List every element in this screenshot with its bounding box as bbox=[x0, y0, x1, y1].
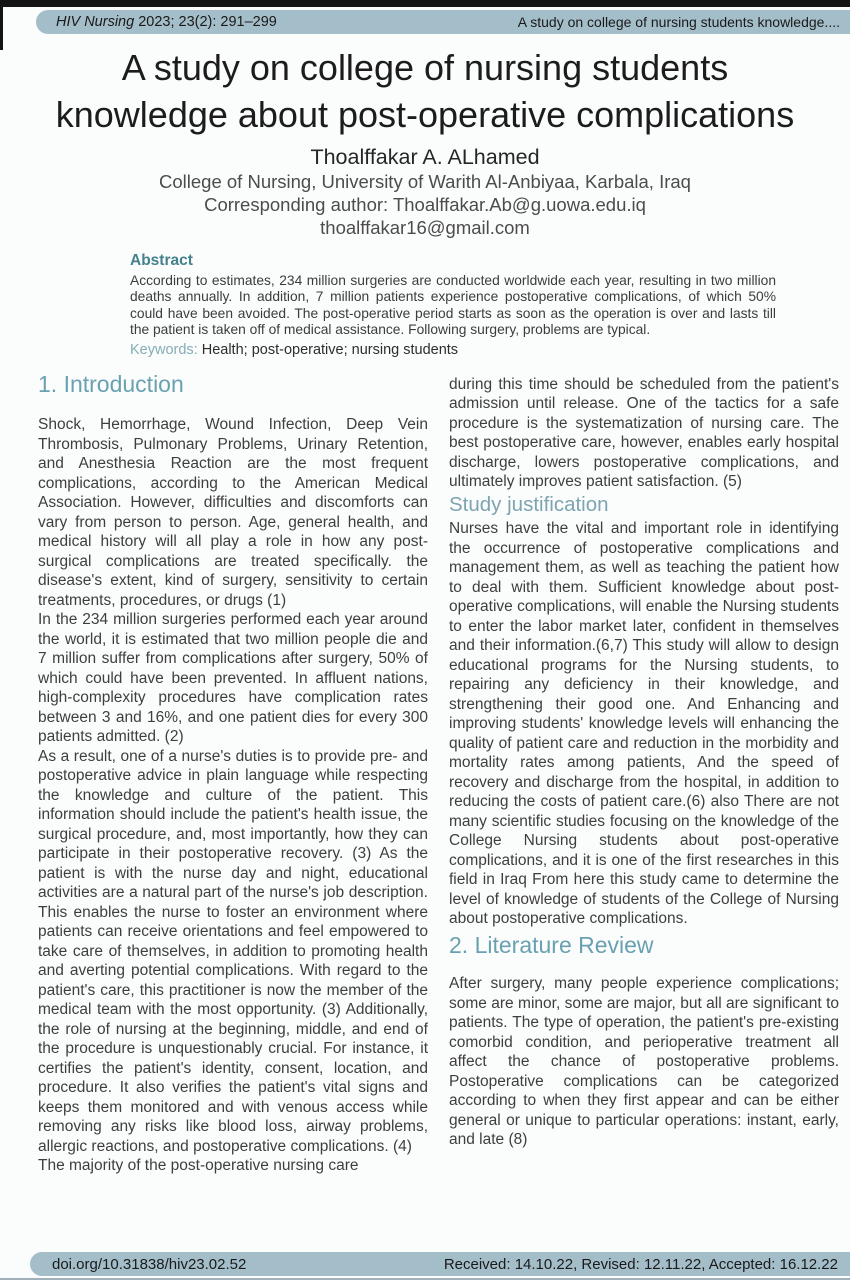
doi-text: doi.org/10.31838/hiv23.02.52 bbox=[52, 1255, 247, 1273]
author-affiliation: College of Nursing, University of Warith Al-Anbiyaa, Karbala, Iraq bbox=[159, 171, 691, 192]
running-title: A study on college of nursing students knowledge.... bbox=[517, 14, 840, 30]
intro-paragraph-1: Shock, Hemorrhage, Wound Infection, Deep Vein Thrombosis, Pulmonary Problems, Urinary Retention, and Anesthesia Reaction are the most frequent complications, according to the American Medical Association. However, difficulties and discomforts can vary from person to person. Age, general health, and medical history will all play a role in how any post-surgical complications are treated specifically. the disease's extent, kind of surgery, sensitivity to certain treatments, procedures, or drugs (1) bbox=[38, 416, 428, 609]
author-name: Thoalffakar A. ALhamed bbox=[310, 145, 540, 169]
intro-continuation-paragraph: during this time should be scheduled from the patient's admission until release. One of the tactics for a safe procedure is the systematization of nursing care. The best postoperative care, however, enables early hospital discharge, lowers postoperative complications, and ultimately improves patient satisfaction. (5) bbox=[449, 375, 839, 491]
two-column-body bbox=[38, 370, 839, 1176]
intro-paragraph-4-partial: The majority of the post-operative nursing care bbox=[38, 1157, 359, 1175]
intro-paragraph-3: As a result, one of a nurse's duties is to provide pre- and postoperative advice in plain language while respecting the knowledge and culture of the patient. This information should include the patient's health issue, the surgical procedure, and, most importantly, how they can participate in their postoperative recovery. (3) As the patient is with the nurse day and night, educational activities are a natural part of the nurse's job description. This enables the nurse to foster an environment where patients can receive orientations and feel empowered to take care of themselves, in addition to promoting health and averting potential complications. With regard to the patient's care, this practitioner is now the member of the medical team with the most opportunity. (3) Additionally, the role of nursing at the beginning, middle, and end of the procedure is unquestionably crucial. For instance, it certifies the patient's identity, consent, location, and procedure. It also verifies the patient's vital signs and keeps them monitored and with venous access while removing any risks like blood loss, airway problems, allergic reactions, and postoperative complications. (4) bbox=[38, 747, 428, 1155]
intro-paragraph-2: In the 234 million surgeries performed each year around the world, it is estimated that two million people die and 7 million suffer from complications after surgery, 50% of which could have been prevented. In affluent nations, high-complexity procedures have complication rates between 3 and 16%, and one patient dies for every 300 patients admitted. (2) bbox=[38, 611, 428, 746]
article-title-line1: A study on college of nursing students bbox=[121, 47, 729, 88]
citation-detail: 2023; 23(2): 291–299 bbox=[134, 14, 277, 30]
article-title bbox=[0, 44, 850, 138]
journal-citation bbox=[56, 14, 277, 30]
page-content bbox=[0, 40, 850, 1176]
right-column bbox=[449, 375, 839, 1176]
abstract-heading: Abstract bbox=[130, 252, 193, 269]
journal-name: HIV Nursing bbox=[56, 14, 135, 30]
left-column bbox=[38, 370, 428, 1176]
journal-footer-bar bbox=[30, 1252, 850, 1276]
received-revised-accepted-dates: Received: 14.10.22, Revised: 12.11.22, Accepted: 16.12.22 bbox=[443, 1255, 838, 1273]
keywords-label: Keywords: bbox=[130, 341, 198, 358]
subsection-heading-study-justification: Study justification bbox=[449, 492, 609, 516]
corresponding-author: Corresponding author: Thoalffakar.Ab@g.uowa.edu.iq bbox=[204, 194, 646, 215]
author-email: thoalffakar16@gmail.com bbox=[320, 217, 530, 238]
abstract-section bbox=[130, 252, 776, 358]
journal-header-bar bbox=[36, 10, 850, 34]
title-block bbox=[0, 44, 850, 239]
scan-top-edge bbox=[0, 0, 850, 7]
abstract-text: According to estimates, 234 million surgeries are conducted worldwide each year, resulting in two million deaths annually. In addition, 7 million patients experience postoperative complications, of which 50% could have been avoided. The post-operative period starts as soon as the operation is over and lasts till the patient is taken off of medical assistance. Following surgery, problems are typical. bbox=[130, 273, 776, 338]
literature-review-paragraph: After surgery, many people experience complications; some are minor, some are major, but all are significant to patients. The type of operation, the patient's pre-existing comorbid condition, and perioperative treatment all affect the chance of postoperative problems. Postoperative complications can be categorized according to when they first appear and can be either general or unique to particular operations: instant, early, and late (8) bbox=[449, 975, 839, 1149]
keywords-line bbox=[130, 342, 776, 358]
keywords-text: Health; post-operative; nursing students bbox=[201, 341, 459, 358]
section-heading-literature-review: 2. Literature Review bbox=[449, 931, 654, 958]
article-title-line2: knowledge about post-operative complications bbox=[55, 94, 795, 135]
study-justification-paragraph: Nurses have the vital and important role in identifying the occurrence of postoperative complications and management them, as well as teaching the patient how to deal with them. Sufficient knowledge about post-operative complications, will enable the Nursing students to enter the labor market later, confident in themselves and their information.(6,7) This study will allow to design educational programs for the Nursing students, to repairing any deficiency in their knowledge, and strengthening their good one. And Enhancing and improving students' knowledge levels will enhancing the quality of patient care and reduction in the morbidity and mortality rates among patients, And the speed of recovery and discharge from the hospital, in addition to reducing the costs of patient care.(6) also There are not many scientific studies focusing on the knowledge of the College Nursing students about post-operative complications, and it is one of the first researches in this field in Iraq From here this study came to determine the level of knowledge of students of the College of Nursing about postoperative complications. bbox=[449, 520, 839, 928]
section-heading-introduction: 1. Introduction bbox=[38, 370, 184, 397]
